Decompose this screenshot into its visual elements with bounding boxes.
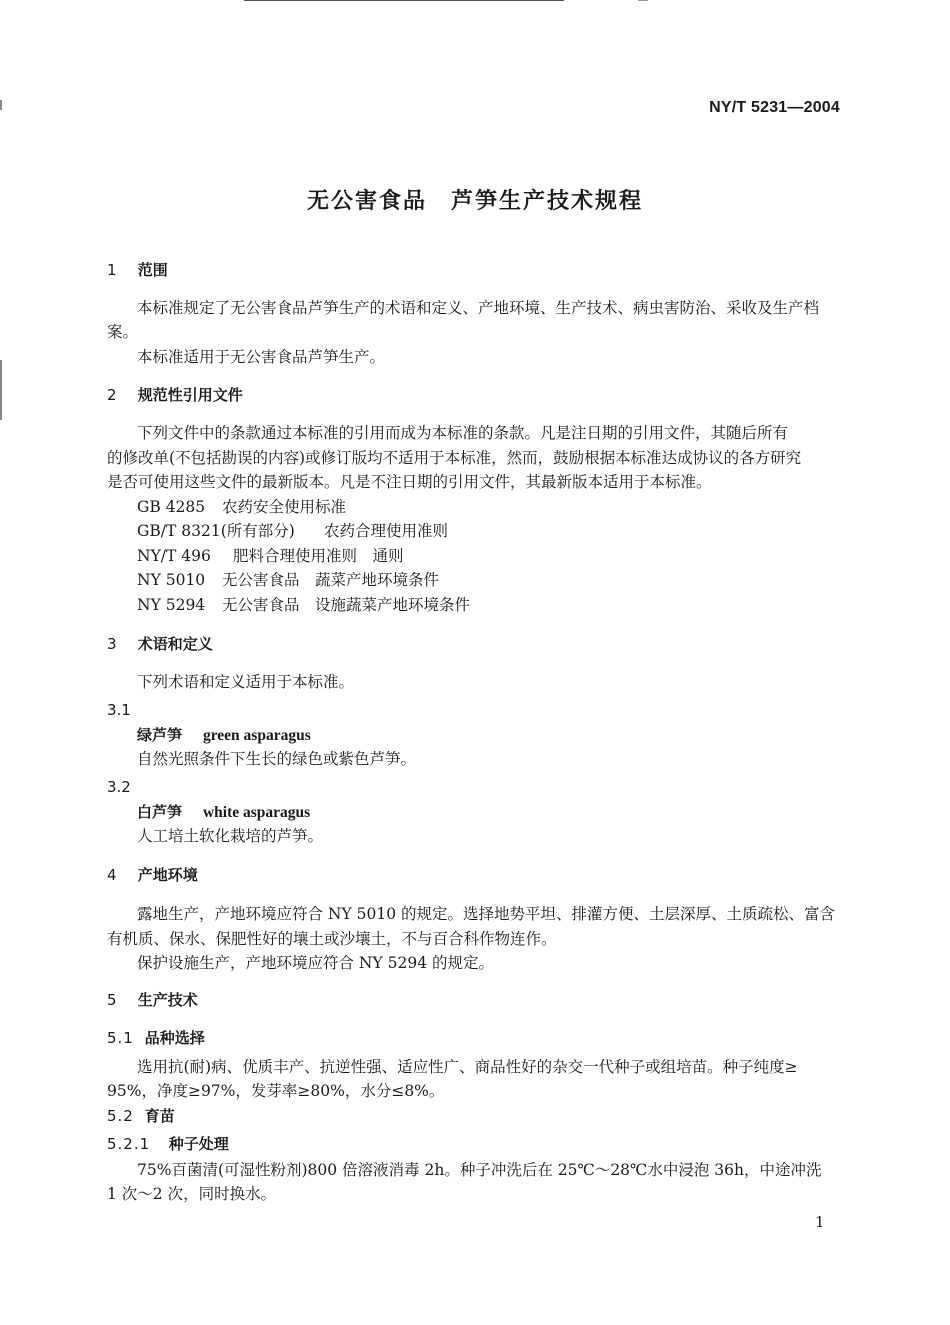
term-definition: 自然光照条件下生长的绿色或紫色芦笋。 bbox=[137, 750, 417, 768]
document-title: 无公害食品 芦笋生产技术规程 bbox=[306, 189, 643, 214]
scan-top-rule-short bbox=[638, 0, 648, 1]
section-number: 1 bbox=[107, 261, 117, 279]
term-chinese: 绿芦笋 bbox=[137, 726, 183, 744]
paragraph: 下列术语和定义适用于本标准。 bbox=[137, 673, 355, 691]
term-definition: 人工培土软化栽培的芦笋。 bbox=[137, 827, 324, 845]
section-number: 4 bbox=[107, 866, 117, 884]
section-5-heading bbox=[107, 990, 198, 1010]
reference-item bbox=[137, 570, 439, 590]
reference-name: 农药安全使用标准 bbox=[221, 498, 346, 516]
section-number: 5 bbox=[107, 991, 117, 1009]
reference-item bbox=[137, 497, 346, 517]
paragraph-cont: 1 次～2 次，同时换水。 bbox=[107, 1185, 277, 1203]
section-2-heading bbox=[107, 385, 243, 405]
paragraph-cont: 是否可使用这些文件的最新版本。凡是不注日期的引用文件，其最新版本适用于本标准。 bbox=[107, 473, 712, 491]
reference-name: 无公害食品 设施蔬菜产地环境条件 bbox=[221, 596, 470, 614]
reference-code: NY 5294 bbox=[137, 596, 206, 614]
reference-name: 无公害食品 蔬菜产地环境条件 bbox=[221, 571, 439, 589]
subsection-number: 5.2.1 bbox=[107, 1135, 151, 1153]
reference-item bbox=[137, 595, 470, 615]
subsection-5-2-heading bbox=[107, 1106, 175, 1126]
term-number: 3.2 bbox=[107, 778, 131, 796]
scan-edge-mark bbox=[0, 100, 2, 110]
section-title: 规范性引用文件 bbox=[137, 386, 243, 404]
term-english: white asparagus bbox=[202, 804, 311, 821]
term-entry bbox=[137, 802, 310, 823]
section-1-heading bbox=[107, 260, 168, 280]
paragraph: 下列文件中的条款通过本标准的引用而成为本标准的条款。凡是注日期的引用文件，其随后所有 bbox=[137, 424, 789, 442]
reference-item bbox=[137, 521, 448, 541]
reference-code: GB 4285 bbox=[137, 498, 206, 516]
standard-number: NY/T 5231—2004 bbox=[709, 99, 840, 116]
paragraph-cont: 的修改单(不包括勘误的内容)或修订版均不适用于本标准，然而，鼓励根据本标准达成协议的各方研究 bbox=[107, 449, 802, 467]
term-english: green asparagus bbox=[202, 727, 311, 744]
term-number: 3.1 bbox=[107, 701, 131, 719]
section-title: 术语和定义 bbox=[137, 635, 213, 653]
paragraph: 选用抗(耐)病、优质丰产、抗逆性强、适应性广、商品性好的杂交一代种子或组培苗。种子纯度≥ bbox=[137, 1058, 798, 1076]
paragraph: 本标准规定了无公害食品芦笋生产的术语和定义、产地环境、生产技术、病虫害防治、采收及生产档 bbox=[137, 299, 820, 317]
reference-name: 农药合理使用准则 bbox=[323, 522, 448, 540]
paragraph: 本标准适用于无公害食品芦笋生产。 bbox=[137, 348, 386, 366]
section-4-heading bbox=[107, 865, 198, 885]
subsection-5-1-heading bbox=[107, 1028, 205, 1048]
reference-item bbox=[137, 546, 403, 566]
subsection-title: 品种选择 bbox=[144, 1029, 205, 1047]
reference-code: NY/T 496 bbox=[137, 547, 211, 565]
section-3-heading bbox=[107, 634, 213, 654]
paragraph: 保护设施生产，产地环境应符合 NY 5294 的规定。 bbox=[137, 954, 495, 972]
reference-code: GB/T 8321(所有部分) bbox=[137, 522, 295, 540]
section-title: 范围 bbox=[137, 261, 168, 279]
section-number: 2 bbox=[107, 386, 117, 404]
term-chinese: 白芦笋 bbox=[137, 803, 183, 821]
reference-code: NY 5010 bbox=[137, 571, 206, 589]
subsection-title: 种子处理 bbox=[168, 1135, 229, 1153]
subsection-5-2-1-heading bbox=[107, 1134, 229, 1154]
term-entry bbox=[137, 725, 311, 746]
section-title: 产地环境 bbox=[137, 866, 198, 884]
page-number: 1 bbox=[815, 1213, 825, 1231]
paragraph: 露地生产，产地环境应符合 NY 5010 的规定。选择地势平坦、排灌方便、土层深厚、土质疏松、富含 bbox=[137, 905, 836, 923]
paragraph-cont: 95%，净度≥97%，发芽率≥80%，水分≤8%。 bbox=[107, 1082, 445, 1100]
section-number: 3 bbox=[107, 635, 117, 653]
paragraph: 75%百菌清(可湿性粉剂)800 倍溶液消毒 2h。种子冲洗后在 25℃～28℃水中浸泡 36h，中途冲洗 bbox=[137, 1161, 822, 1179]
subsection-number: 5.2 bbox=[107, 1107, 134, 1125]
reference-name: 肥料合理使用准则 通则 bbox=[232, 547, 404, 565]
section-title: 生产技术 bbox=[137, 991, 198, 1009]
scan-top-rule bbox=[244, 0, 564, 1]
scan-edge-mark bbox=[0, 360, 2, 420]
subsection-number: 5.1 bbox=[107, 1029, 134, 1047]
paragraph-cont: 案。 bbox=[107, 323, 139, 341]
subsection-title: 育苗 bbox=[144, 1107, 175, 1125]
paragraph-cont: 有机质、保水、保肥性好的壤土或沙壤土，不与百合科作物连作。 bbox=[107, 930, 557, 948]
